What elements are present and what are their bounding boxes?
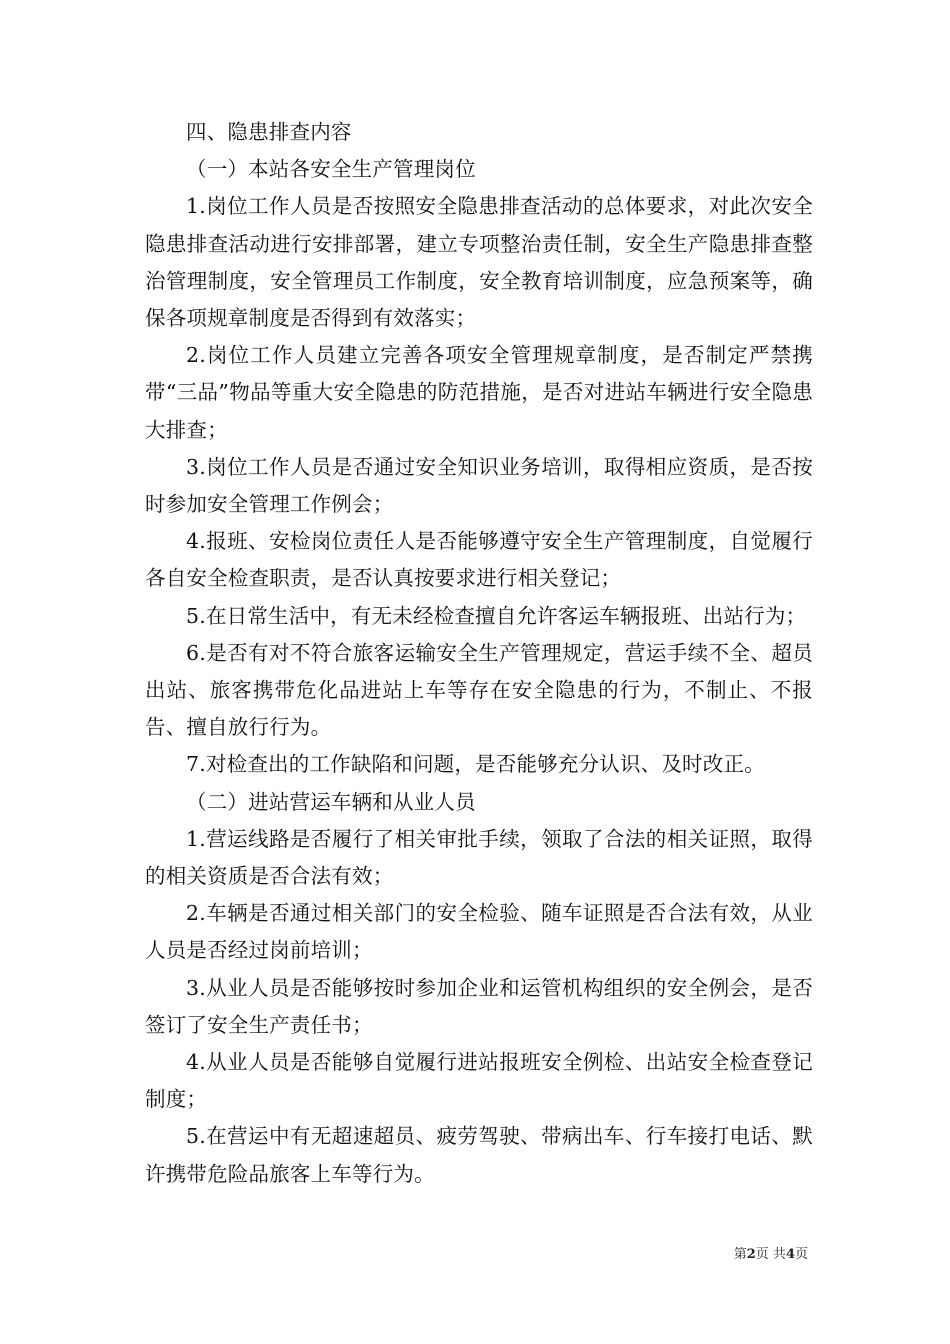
- paragraph-1-3: 3.岗位工作人员是否通过安全知识业务培训，取得相应资质，是否按时参加安全管理工作例会；: [145, 454, 813, 517]
- footer-suffix: 页: [794, 1247, 808, 1262]
- paragraph-1-6: 6.是否有对不符合旅客运输安全生产管理规定，营运手续不全、超员出站、旅客携带危化品进站上车等存在安全隐患的行为，不制止、不报告、擅自放行行为。: [145, 640, 813, 740]
- paragraph-1-4: 4.报班、安检岗位责任人是否能够遵守安全生产管理制度，自觉履行各自安全检查职责，是否认真按要求进行相关登记；: [145, 529, 813, 591]
- paragraph-1-7: 7.对检查出的工作缺陷和问题，是否能够充分认识、及时改正。: [186, 752, 765, 777]
- subsection-heading-2: （二）进站营运车辆和从业人员: [186, 789, 476, 814]
- section-heading: 四、隐患排查内容: [186, 120, 352, 144]
- paragraph-1-2: 2.岗位工作人员建立完善各项安全管理规章制度，是否制定严禁携带“三品”物品等重大安全隐患的防范措施，是否对进站车辆进行安全隐患大排查；: [145, 343, 813, 442]
- paragraph-2-3: 3.从业人员是否能够按时参加企业和运管机构组织的安全例会，是否签订了安全生产责任书；: [145, 975, 813, 1037]
- paragraph-1-5: 5.在日常生活中，有无未经检查擅自允许客运车辆报班、出站行为；: [186, 603, 807, 628]
- current-page-number: 2: [746, 1247, 756, 1262]
- paragraph-2-4: 4.从业人员是否能够自觉履行进站报班安全例检、出站安全检查登记制度；: [145, 1050, 813, 1112]
- paragraph-2-2: 2.车辆是否通过相关部门的安全检验、随车证照是否合法有效，从业人员是否经过岗前培训；: [145, 901, 813, 963]
- paragraph-2-5: 5.在营运中有无超速超员、疲劳驾驶、带病出车、行车接打电话、默许携带危险品旅客上车等行为。: [145, 1124, 813, 1186]
- footer-prefix: 第: [733, 1247, 747, 1262]
- page-number-footer: [734, 1246, 808, 1264]
- total-page-number: 4: [785, 1247, 795, 1262]
- footer-middle: 页 共: [755, 1247, 786, 1262]
- paragraph-1-1: 1.岗位工作人员是否按照安全隐患排查活动的总体要求，对此次安全隐患排查活动进行安排部署，建立专项整治责任制，安全生产隐患排查整治管理制度，安全管理员工作制度，安全教育培训制度，应急预案等，确保各项规章制度是否得到有效落实；: [145, 194, 813, 331]
- subsection-heading-1: （一）本站各安全生产管理岗位: [186, 157, 476, 182]
- paragraph-2-1: 1.营运线路是否履行了相关审批手续，领取了合法的相关证照，取得的相关资质是否合法有效；: [145, 826, 813, 889]
- document-body: [145, 114, 813, 1193]
